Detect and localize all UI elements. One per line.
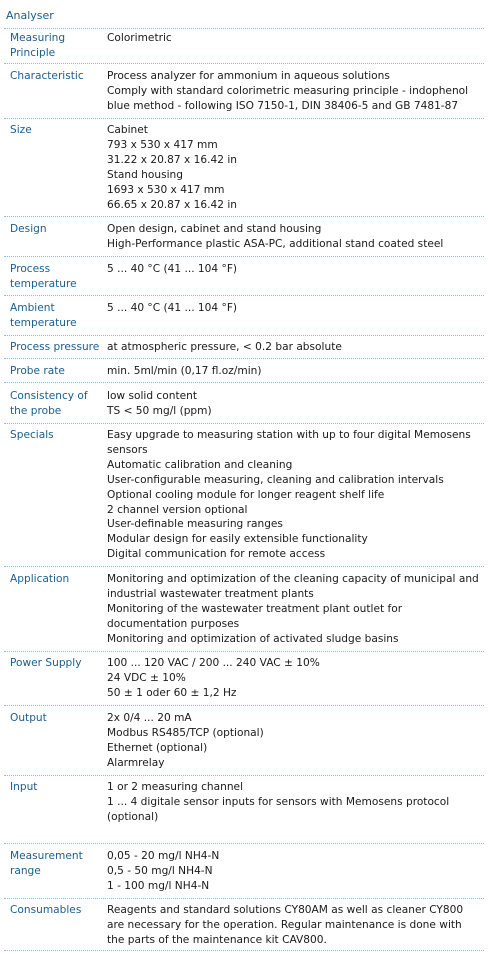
section-title: Analyser [6, 9, 54, 22]
row-divider [4, 28, 484, 29]
row-divider [4, 335, 484, 336]
row-divider [4, 63, 484, 64]
row-divider [4, 651, 484, 652]
spec-value: 1 or 2 measuring channel 1 ... 4 digitale sensor inputs for sensors with Memosens protocol (optional) [107, 781, 450, 823]
row-divider [4, 950, 484, 951]
spec-label: Measurement range [10, 850, 83, 877]
spec-label: Input [10, 781, 38, 793]
spec-label: Power Supply [10, 657, 82, 669]
spec-label: Characteristic [10, 70, 84, 82]
row-divider [4, 566, 484, 567]
row-divider [4, 843, 484, 844]
spec-label: Measuring Principle [10, 32, 66, 59]
spec-label: Size [10, 124, 32, 136]
spec-label: Consumables [10, 904, 82, 916]
row-divider [4, 898, 484, 899]
spec-value: 5 ... 40 °C (41 ... 104 °F) [107, 263, 238, 275]
row-divider [4, 382, 484, 383]
spec-label: Specials [10, 429, 54, 441]
spec-value: Easy upgrade to measuring station with up to four digital Memosens sensors Automatic calibration and cleaning User-configurable measuring, cleaning and calibration intervals Optional cooling module for longer reagent shelf life 2 channel version optional User-definable measuring ranges Modular design for easily extensible functionality Digital communication for remote access [107, 429, 471, 561]
spec-value: 5 ... 40 °C (41 ... 104 °F) [107, 302, 238, 314]
spec-label: Probe rate [10, 365, 65, 377]
row-divider [4, 358, 484, 359]
spec-label: Application [10, 573, 70, 585]
spec-value: Open design, cabinet and stand housing High-Performance plastic ASA-PC, additional stand coated steel [107, 223, 444, 250]
spec-value: 0,05 - 20 mg/l NH4-N 0,5 - 50 mg/l NH4-N 1 - 100 mg/l NH4-N [107, 850, 220, 892]
spec-value: min. 5ml/min (0,17 fl.oz/min) [107, 365, 262, 377]
row-divider [4, 423, 484, 424]
spec-label: Output [10, 712, 47, 724]
spec-value: Monitoring and optimization of the cleaning capacity of municipal and industrial wastewater treatment plants Monitoring of the wastewater treatment plant outlet for documentation purposes Monitoring and optimization of activated sludge basins [107, 573, 479, 645]
row-divider [4, 256, 484, 257]
spec-label: Consistency of the probe [10, 390, 88, 417]
spec-value: Colorimetric [107, 32, 172, 44]
spec-value: Process analyzer for ammonium in aqueous solutions Comply with standard colorimetric measuring principle - indophenol blue method - following ISO 7150-1, DIN 38406-5 and GB 7481-87 [107, 70, 469, 112]
spec-value: Cabinet 793 x 530 x 417 mm 31.22 x 20.87 x 16.42 in Stand housing 1693 x 530 x 417 mm 66.65 x 20.87 x 16.42 in [107, 124, 238, 211]
spec-label: Process pressure [10, 341, 100, 353]
row-divider [4, 705, 484, 706]
spec-value: 100 ... 120 VAC / 200 ... 240 VAC ± 10% 24 VDC ± 10% 50 ± 1 oder 60 ± 1,2 Hz [107, 657, 320, 699]
spec-label: Process temperature [10, 263, 77, 290]
spec-label: Design [10, 223, 47, 235]
row-divider [4, 216, 484, 217]
spec-value: 2x 0/4 ... 20 mA Modbus RS485/TCP (optional) Ethernet (optional) Alarmrelay [107, 712, 264, 769]
spec-value: at atmospheric pressure, < 0.2 bar absolute [107, 341, 342, 353]
row-divider [4, 775, 484, 776]
row-divider [4, 295, 484, 296]
spec-value: low solid content TS < 50 mg/l (ppm) [107, 390, 212, 417]
spec-label: Ambient temperature [10, 302, 77, 329]
row-divider [4, 118, 484, 119]
spec-value: Reagents and standard solutions CY80AM as well as cleaner CY800 are necessary for the operation. Regular maintenance is done with the parts of the maintenance kit CAV800. [107, 904, 464, 946]
